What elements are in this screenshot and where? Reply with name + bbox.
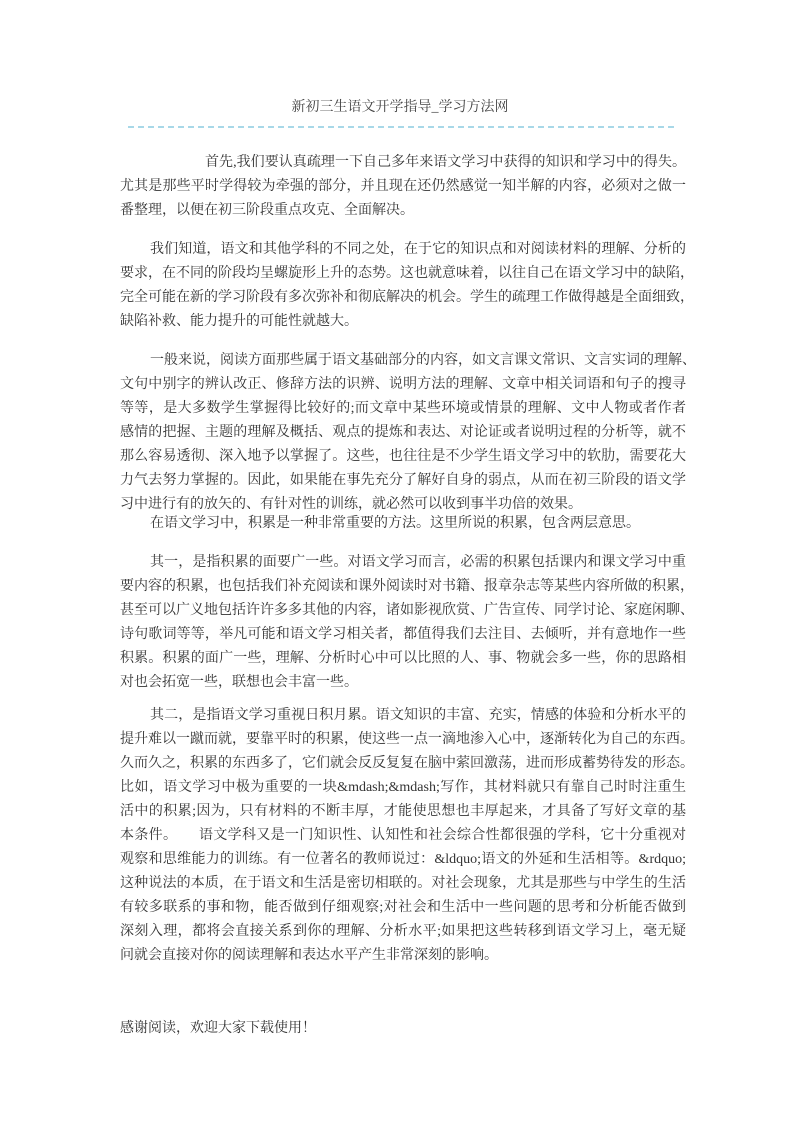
paragraph-line: 其二，是指语文学习重视日积月累。语文知识的丰富、充实，情感的体验和分析水平的 — [150, 708, 686, 723]
paragraph-line: 习中进行有的放矢的、有针对性的训练，就必然可以收到事半功倍的效果。 — [120, 497, 582, 512]
paragraph — [120, 551, 694, 695]
paragraph-line: 首先,我们要认真疏理一下自己多年来语文学习中获得的知识和学习中的得失。 — [205, 155, 686, 170]
paragraph-line: 甚至可以广义地包括许许多多其他的内容，诸如影视欣赏、广告宣传、同学讨论、家庭闲聊、 — [120, 603, 694, 618]
paragraph-line: 对也会拓宽一些，联想也会丰富一些。 — [120, 675, 358, 690]
paragraph-line: 在语文学习中，积累是一种非常重要的方法。这里所说的积累，包含两层意思。 — [150, 516, 640, 531]
paragraph-line: 尤其是那些平时学得较为牵强的部分，并且现在还仍然感觉一知半解的内容，必须对之做一 — [120, 179, 686, 194]
paragraph-line: 这种说法的本质，在于语文和生活是密切相联的。对社会现象，尤其是那些与中学生的生活 — [120, 876, 686, 891]
paragraph-line: 提升难以一蹴而就，要靠平时的积累，使这些一点一滴地渗入心中，逐渐转化为自己的东西。 — [120, 732, 694, 747]
paragraph — [120, 151, 686, 223]
paragraph-line: 本条件。 语文学科又是一门知识性、认知性和社会综合性都很强的学科，它十分重视对 — [120, 828, 686, 843]
title-divider — [128, 126, 674, 128]
paragraph-line: 要内容的积累，也包括我们补充阅读和课外阅读时对书籍、报章杂志等某些内容所做的积累， — [120, 579, 694, 594]
paragraph — [120, 238, 694, 334]
paragraph-line: 深刻入理，都将会直接关系到你的理解、分析水平;如果把这些转移到语文学习上，毫无疑 — [120, 924, 686, 939]
paragraph-line: 比如，语文学习中极为重要的一块&mdash;&mdash;写作，其材料就只有靠自己时时注重生 — [120, 780, 686, 795]
paragraph-line: 有较多联系的事和物，能否做到仔细观察;对社会和生活中一些问题的思考和分析能否做到 — [120, 900, 686, 915]
paragraph-line: 积累。积累的面广一些，理解、分析时心中可以比照的人、事、物就会多一些，你的思路相 — [120, 651, 686, 666]
paragraph-line: 完全可能在新的学习阶段有多次弥补和彻底解决的机会。学生的疏理工作做得越是全面细致， — [120, 290, 694, 305]
document-title: 新初三生语文开学指导_学习方法网 — [291, 100, 509, 115]
paragraph — [120, 512, 686, 536]
closing-text: 感谢阅读，欢迎大家下载使用！ — [120, 1021, 316, 1036]
paragraph-line: 我们知道，语文和其他学科的不同之处，在于它的知识点和对阅读材料的理解、分析的 — [150, 242, 686, 257]
paragraph-line: 其一，是指积累的面要广一些。对语文学习而言，必需的积累包括课内和课文学习中重 — [150, 555, 686, 570]
paragraph-line: 等等，是大多数学生掌握得比较好的;而文章中某些环境或情景的理解、文中人物或者作者 — [120, 401, 686, 416]
paragraph-line: 要求，在不同的阶段均呈螺旋形上升的态势。这也就意味着，以往自己在语文学习中的缺陷， — [120, 266, 694, 281]
paragraph-line: 活中的积累;因为，只有材料的不断丰厚，才能使思想也丰厚起来，才具备了写好文章的基 — [120, 804, 686, 819]
paragraph-line: 久而久之，积累的东西多了，它们就会反反复复在脑中萦回激荡，进而形成蓄势待发的形态。 — [120, 756, 694, 771]
paragraph-line: 力气去努力掌握的。因此，如果能在事先充分了解好自身的弱点，从而在初三阶段的语文学 — [120, 473, 686, 488]
paragraph-line: 观察和思维能力的训练。有一位著名的教师说过：&ldquo;语文的外延和生活相等。&rdquo; — [120, 852, 686, 867]
paragraph-line: 问就会直接对你的阅读理解和表达水平产生非常深刻的影响。 — [120, 948, 498, 963]
paragraph — [120, 349, 696, 517]
paragraph-line: 那么容易透彻、深入地予以掌握了。这些，也往往是不少学生语文学习中的软肋，需要花大 — [120, 449, 686, 464]
paragraph-line: 文句中别字的辨认改正、修辞方法的识辨、说明方法的理解、文章中相关词语和句子的搜寻 — [120, 377, 686, 392]
paragraph-line: 诗句歌词等等，举凡可能和语文学习相关者，都值得我们去注目、去倾听，并有意地作一些 — [120, 627, 686, 642]
paragraph-line: 缺陷补救、能力提升的可能性就越大。 — [120, 314, 358, 329]
paragraph-line: 感情的把握、主题的理解及概括、观点的提炼和表达、对论证或者说明过程的分析等，就不 — [120, 425, 686, 440]
paragraph-line: 番整理，以便在初三阶段重点攻克、全面解决。 — [120, 203, 414, 218]
paragraph — [120, 704, 694, 968]
paragraph-line: 一般来说，阅读方面那些属于语文基础部分的内容，如文言课文常识、文言实词的理解、 — [150, 353, 696, 368]
